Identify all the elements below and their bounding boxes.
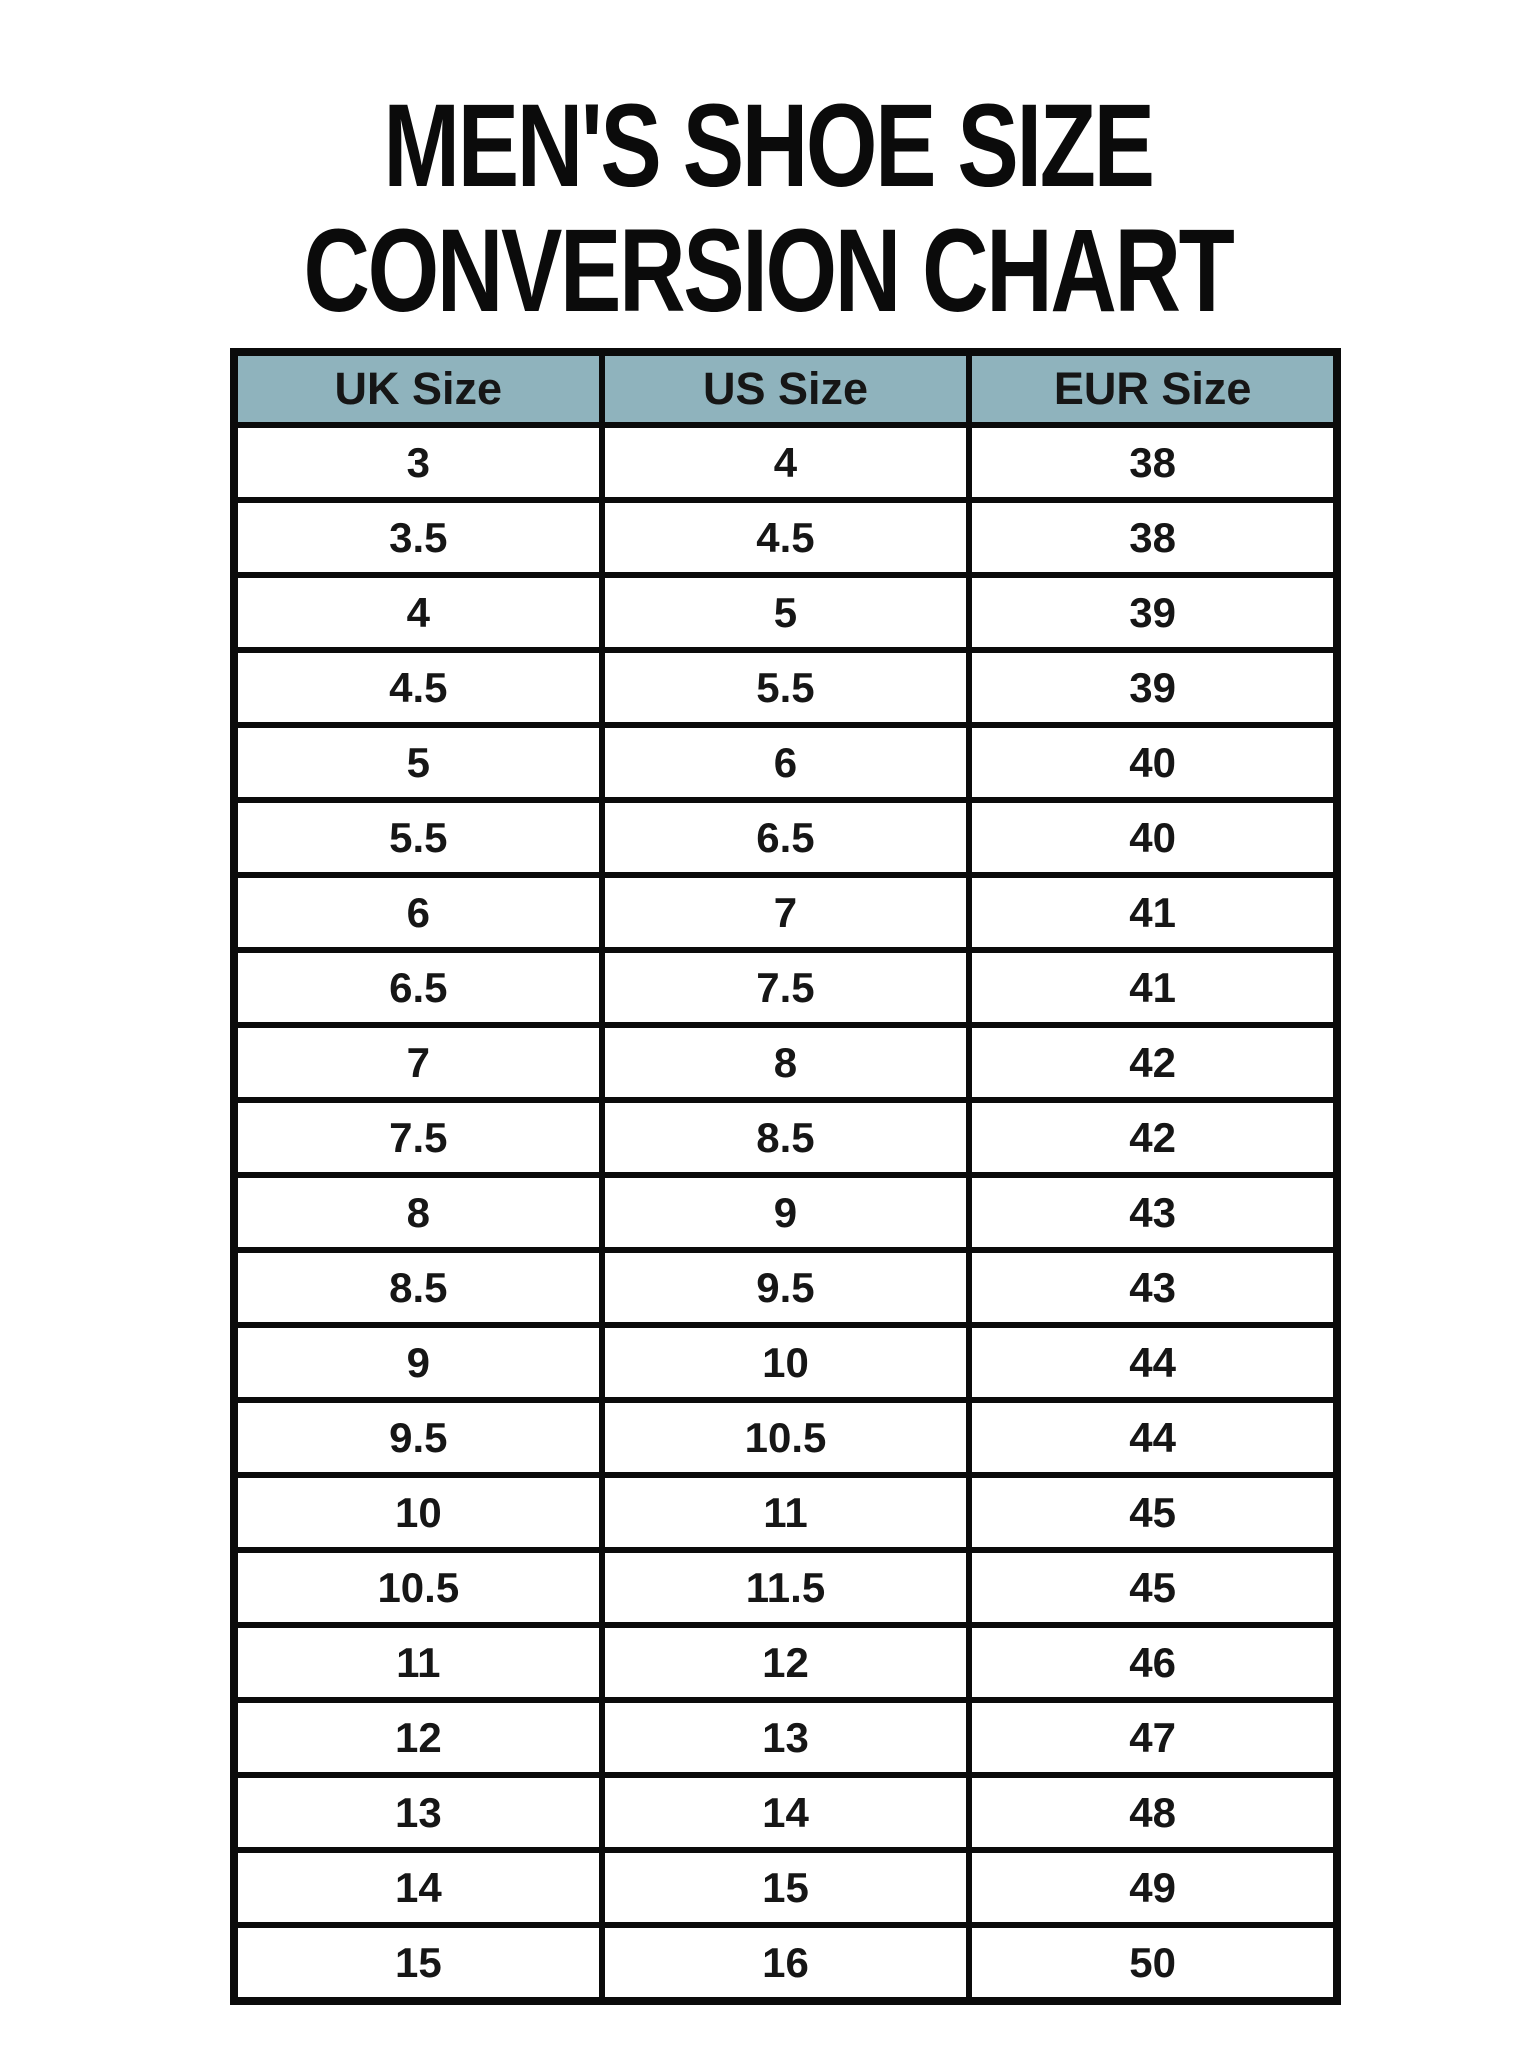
table-cell: 14 — [234, 1850, 602, 1925]
page-title — [0, 0, 1536, 338]
table-cell: 6 — [602, 725, 970, 800]
table-cell: 41 — [969, 875, 1337, 950]
table-cell: 39 — [969, 650, 1337, 725]
table-cell: 9.5 — [234, 1400, 602, 1475]
table-cell: 4.5 — [234, 650, 602, 725]
table-cell: 9.5 — [602, 1250, 970, 1325]
table-cell: 6.5 — [602, 800, 970, 875]
table-cell: 45 — [969, 1550, 1337, 1625]
table-cell: 7 — [602, 875, 970, 950]
table-cell: 7 — [234, 1025, 602, 1100]
table-cell: 41 — [969, 950, 1337, 1025]
table-cell: 45 — [969, 1475, 1337, 1550]
table-row — [234, 500, 1337, 575]
table-cell: 43 — [969, 1175, 1337, 1250]
table-cell: 13 — [234, 1775, 602, 1850]
table-cell: 6.5 — [234, 950, 602, 1025]
table-cell: 7.5 — [602, 950, 970, 1025]
table-row — [234, 650, 1337, 725]
table-row — [234, 575, 1337, 650]
table-cell: 40 — [969, 725, 1337, 800]
table-cell: 10.5 — [234, 1550, 602, 1625]
table-cell: 12 — [602, 1625, 970, 1700]
table-row — [234, 1175, 1337, 1250]
table-row — [234, 425, 1337, 500]
table-row — [234, 1325, 1337, 1400]
table-cell: 49 — [969, 1850, 1337, 1925]
column-header: EUR Size — [969, 352, 1337, 425]
table-cell: 15 — [234, 1925, 602, 2001]
table-cell: 15 — [602, 1850, 970, 1925]
table-cell: 38 — [969, 500, 1337, 575]
column-header: UK Size — [234, 352, 602, 425]
table-cell: 5 — [234, 725, 602, 800]
table-cell: 11 — [602, 1475, 970, 1550]
table-row — [234, 1100, 1337, 1175]
table-cell: 47 — [969, 1700, 1337, 1775]
table-cell: 6 — [234, 875, 602, 950]
table-row — [234, 800, 1337, 875]
size-conversion-table — [230, 348, 1341, 2005]
table-cell: 42 — [969, 1100, 1337, 1175]
table-row — [234, 1925, 1337, 2001]
table-body — [234, 425, 1337, 2001]
header-row — [234, 352, 1337, 425]
table-cell: 43 — [969, 1250, 1337, 1325]
table-row — [234, 1475, 1337, 1550]
table-cell: 38 — [969, 425, 1337, 500]
page-title-line-2: CONVERSION CHART — [303, 205, 1233, 338]
table-cell: 13 — [602, 1700, 970, 1775]
table-cell: 3.5 — [234, 500, 602, 575]
table-row — [234, 1775, 1337, 1850]
table-cell: 4 — [602, 425, 970, 500]
table-cell: 44 — [969, 1400, 1337, 1475]
table-cell: 42 — [969, 1025, 1337, 1100]
table-cell: 3 — [234, 425, 602, 500]
table-cell: 14 — [602, 1775, 970, 1850]
column-header: US Size — [602, 352, 970, 425]
table-cell: 39 — [969, 575, 1337, 650]
table-cell: 10 — [602, 1325, 970, 1400]
table-row — [234, 1550, 1337, 1625]
table-row — [234, 1250, 1337, 1325]
table-cell: 8.5 — [602, 1100, 970, 1175]
table-cell: 4.5 — [602, 500, 970, 575]
page-title-line-1: MEN'S SHOE SIZE — [383, 80, 1153, 212]
table-header-row — [234, 352, 1337, 425]
table-cell: 50 — [969, 1925, 1337, 2001]
table-cell: 16 — [602, 1925, 970, 2001]
table-row — [234, 1400, 1337, 1475]
table-cell: 8.5 — [234, 1250, 602, 1325]
table-cell: 8 — [602, 1025, 970, 1100]
table-row — [234, 1025, 1337, 1100]
table-cell: 10.5 — [602, 1400, 970, 1475]
table-row — [234, 1850, 1337, 1925]
table-row — [234, 950, 1337, 1025]
table-cell: 10 — [234, 1475, 602, 1550]
table-cell: 40 — [969, 800, 1337, 875]
table-cell: 5.5 — [234, 800, 602, 875]
table-cell: 44 — [969, 1325, 1337, 1400]
table-cell: 48 — [969, 1775, 1337, 1850]
table-row — [234, 725, 1337, 800]
table-row — [234, 875, 1337, 950]
table-cell: 11.5 — [602, 1550, 970, 1625]
table-cell: 9 — [234, 1325, 602, 1400]
table-cell: 7.5 — [234, 1100, 602, 1175]
table-cell: 5.5 — [602, 650, 970, 725]
table-cell: 9 — [602, 1175, 970, 1250]
table-cell: 4 — [234, 575, 602, 650]
table-row — [234, 1625, 1337, 1700]
table-row — [234, 1700, 1337, 1775]
table-cell: 12 — [234, 1700, 602, 1775]
table-cell: 11 — [234, 1625, 602, 1700]
table-cell: 46 — [969, 1625, 1337, 1700]
table-cell: 8 — [234, 1175, 602, 1250]
table-cell: 5 — [602, 575, 970, 650]
